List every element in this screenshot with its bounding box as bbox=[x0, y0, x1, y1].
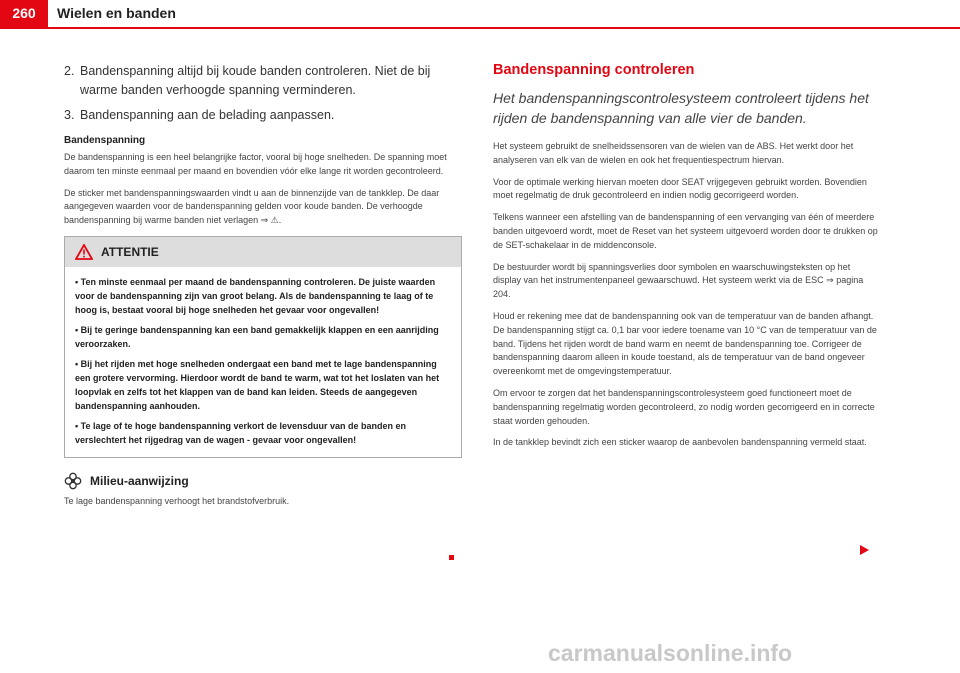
warning-bullet: • Bij het rijden met hoge snelheden ondergaat een band met te lage bandenspanning een grotere vervorming. Hierdoor wordt de band te warm, wat tot het loslaten van het loopvlak en zelfs tot het klappen van de band kan leiden. Steeds de aangegeven bandenspanning aanhouden. bbox=[75, 358, 440, 411]
warning-title: ATTENTIE bbox=[101, 244, 159, 259]
step-text: Bandenspanning altijd bij koude banden controleren. Niet de bij warme banden verhoogde spanning verminderen. bbox=[80, 64, 431, 97]
section-subheading: Bandenspanning bbox=[64, 135, 146, 146]
warning-body bbox=[65, 267, 461, 457]
step-number: 3. bbox=[64, 108, 75, 122]
paragraph: Het systeem gebruikt de snelheidssensoren van de wielen van de ABS. Het werkt door het analyseren van elk van de wielen en ook het frequentiespectrum hiervan. bbox=[493, 141, 854, 165]
paragraph: De sticker met bandenspanningswaarden vindt u aan de binnenzijde van de tankklep. De daar aangegeven waarden voor de bandenspanning gelden voor koude banden. De verhoogde bandenspanning bij warme banden niet verlagen ⇒ ⚠. bbox=[64, 187, 440, 226]
warning-bullet: • Te lage of te hoge bandenspanning verkort de levensduur van de banden en verslechtert het rijgedrag van de wagen - gevaar voor ongevallen! bbox=[75, 420, 407, 445]
chapter-title: Wielen en banden bbox=[57, 5, 176, 21]
step-item bbox=[64, 106, 462, 125]
warning-header bbox=[65, 237, 461, 267]
warning-icon bbox=[75, 244, 93, 260]
watermark: carmanualsonline.info bbox=[548, 640, 793, 666]
step-number: 2. bbox=[64, 64, 75, 78]
warning-bullet: • Ten minste eenmaal per maand de bandenspanning controleren. De juiste waarden voor de bandenspanning zijn van groot belang. Als de bandenspanning te laag of te hoog is, bestaat vooral bij hoge snelheden het gevaar voor ongevallen! bbox=[75, 276, 436, 315]
paragraph: Voor de optimale werking hiervan moeten door SEAT vrijgegeven gebruikt worden. Bovendien moet regelmatig de druk gecontroleerd en indien nodig gecorrigeerd worden. bbox=[493, 176, 867, 201]
eco-title: Milieu-aanwijzing bbox=[90, 473, 189, 488]
warning-bullet: • Bij te geringe bandenspanning kan een band gemakkelijk klappen en een aanrijding veroorzaken. bbox=[75, 324, 439, 349]
section-title: Bandenspanning controleren bbox=[493, 62, 695, 78]
warning-box bbox=[64, 236, 462, 458]
left-column bbox=[64, 62, 462, 506]
page-number: 260 bbox=[0, 0, 48, 27]
section-end-marker bbox=[449, 555, 454, 560]
environment-icon bbox=[64, 472, 82, 490]
intro-text: Het bandenspanningscontrolesysteem controleert tijdens het rijden de bandenspanning van alle vier de banden. bbox=[493, 90, 869, 126]
paragraph: De bandenspanning is een heel belangrijke factor, vooral bij hoge snelheden. De spanning moet daarom ten minste eenmaal per maand en bovendien vóór elke lange rit worden gecontroleerd. bbox=[64, 152, 447, 176]
header-rule bbox=[0, 27, 960, 29]
eco-text: Te lage bandenspanning verhoogt het brandstofverbruik. bbox=[64, 495, 290, 506]
paragraph: Om ervoor te zorgen dat het bandenspanningscontrolesysteem goed functioneert moet de bandenspanning regelmatig worden gecontroleerd, zo nodig worden gecorrigeerd en in correcte staat worden gehouden. bbox=[493, 387, 875, 426]
eco-note-header bbox=[64, 472, 462, 490]
step-item bbox=[64, 62, 462, 100]
right-column bbox=[493, 62, 878, 458]
paragraph: Houd er rekening mee dat de bandenspanning ook van de temperatuur van de banden afhangt. De bandenspanning stijgt ca. 0,1 bar voor iedere toename van 10 °C van de temperatuur van de band. Tijdens het rijden wordt de band warm en neemt de bandenspanning toe. Corrigeer de bandenspanning daarom alleen in koude toestand, als de temperatuur van de band ongeveer overeenkomt met de omgevingstemperatuur. bbox=[493, 310, 877, 377]
step-text: Bandenspanning aan de belading aanpassen. bbox=[80, 108, 335, 122]
paragraph: Telkens wanneer een afstelling van de bandenspanning of een vervanging van één of meerdere banden uitgevoerd wordt, moet de Reset van het systeem uitgevoerd worden door te drukken op de SET-schakelaar in de middenconsole. bbox=[493, 212, 878, 250]
paragraph: In de tankklep bevindt zich een sticker waarop de aanbevolen bandenspanning vermeld staat. bbox=[493, 437, 867, 448]
continue-arrow-icon bbox=[860, 545, 869, 555]
paragraph: De bestuurder wordt bij spanningsverlies door symbolen en waarschuwingsteksten op het display van het instrumentenpaneel gewaarschuwd. Het systeem werkt via de ESC ⇒ pagina 204. bbox=[493, 261, 864, 300]
